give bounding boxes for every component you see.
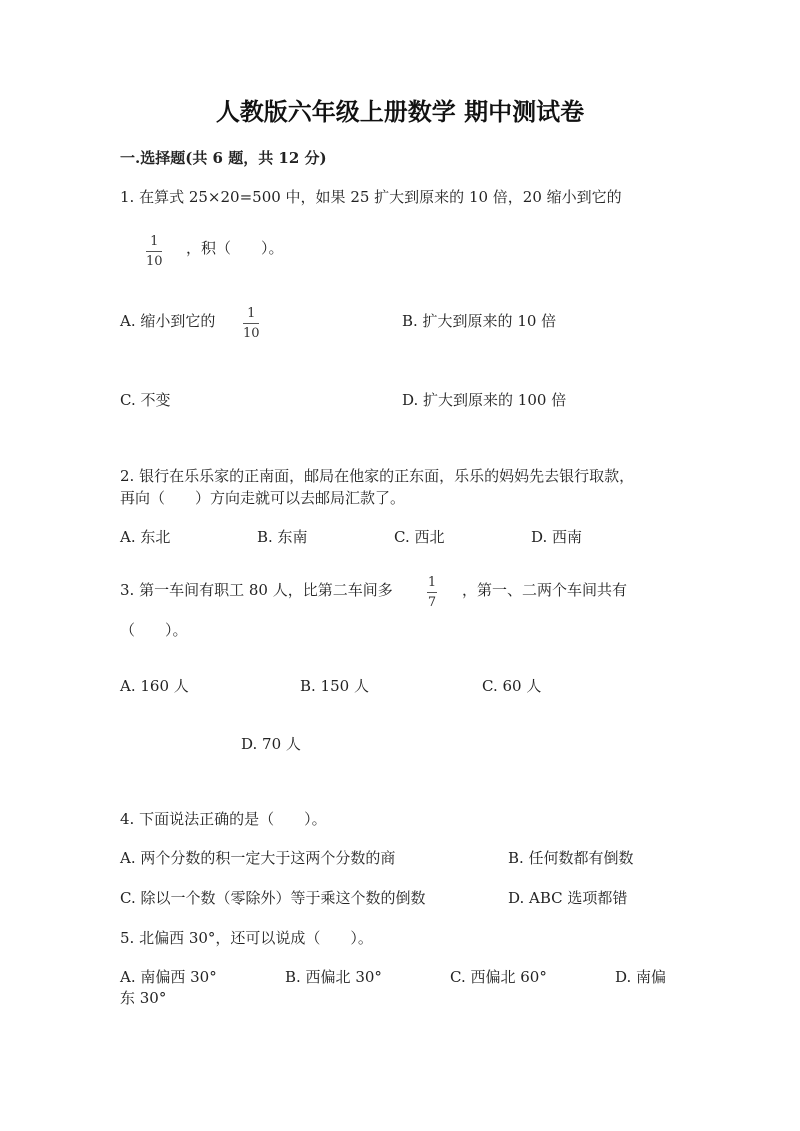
- question-3-option-d: D. 70 人: [241, 735, 301, 753]
- question-3-option-a: A. 160 人: [120, 677, 189, 695]
- question-4-option-b: B. 任何数都有倒数: [508, 849, 634, 867]
- fraction-denominator: 10: [146, 254, 163, 269]
- question-1-stem-continued: ，积（ ）。: [186, 239, 284, 257]
- question-1-option-c: C. 不变: [120, 391, 171, 409]
- section-heading: 一.选择题(共 6 题，共 12 分): [120, 149, 327, 167]
- question-4-option-d: D. ABC 选项都错: [508, 889, 628, 907]
- question-2-option-d: D. 西南: [531, 528, 583, 546]
- question-5-option-a: A. 南偏西 30°: [120, 968, 217, 986]
- fraction-numerator: 1: [150, 234, 159, 249]
- question-2-stem: 2. 银行在乐乐家的正南面，邮局在他家的正东面，乐乐的妈妈先去银行取款，: [120, 467, 635, 485]
- question-5-option-c: C. 西偏北 60°: [450, 968, 547, 986]
- question-1-option-d: D. 扩大到原来的 100 倍: [402, 391, 567, 409]
- question-5-stem: 5. 北偏西 30°，还可以说成（ ）。: [120, 929, 373, 947]
- question-1-stem: 1. 在算式 25×20=500 中，如果 25 扩大到原来的 10 倍，20 缩小到它的: [120, 188, 622, 206]
- question-2-option-b: B. 东南: [257, 528, 308, 546]
- question-4-option-a: A. 两个分数的积一定大于这两个分数的商: [120, 849, 396, 867]
- question-2-stem-continued: 再向（ ）方向走就可以去邮局汇款了。: [120, 489, 406, 507]
- question-3-option-b: B. 150 人: [300, 677, 369, 695]
- fraction-numerator: 1: [247, 306, 256, 321]
- question-5-option-b: B. 西偏北 30°: [285, 968, 382, 986]
- question-3-stem-middle: ，第一、二两个车间共有: [462, 581, 628, 599]
- question-4-option-c: C. 除以一个数（零除外）等于乘这个数的倒数: [120, 889, 426, 907]
- question-3-fraction: [427, 575, 437, 610]
- fraction-denominator: 7: [427, 595, 437, 610]
- question-1-fraction: [146, 234, 163, 269]
- question-4-stem: 4. 下面说法正确的是（ ）。: [120, 810, 327, 828]
- question-3-stem: 3. 第一车间有职工 80 人，比第二车间多: [120, 581, 393, 599]
- fraction-numerator: 1: [427, 575, 437, 590]
- question-1-option-a-fraction: [243, 306, 260, 341]
- question-1-option-a: A. 缩小到它的: [120, 312, 216, 330]
- question-3-option-c: C. 60 人: [482, 677, 542, 695]
- question-5-option-d-continued: 东 30°: [120, 989, 167, 1007]
- question-1-option-b: B. 扩大到原来的 10 倍: [402, 312, 557, 330]
- question-2-option-a: A. 东北: [120, 528, 171, 546]
- question-2-option-c: C. 西北: [394, 528, 445, 546]
- page-title: 人教版六年级上册数学 期中测试卷: [215, 97, 585, 126]
- question-3-stem-continued: （ ）。: [120, 621, 188, 639]
- question-5-option-d: D. 南偏: [615, 968, 667, 986]
- fraction-denominator: 10: [243, 326, 260, 341]
